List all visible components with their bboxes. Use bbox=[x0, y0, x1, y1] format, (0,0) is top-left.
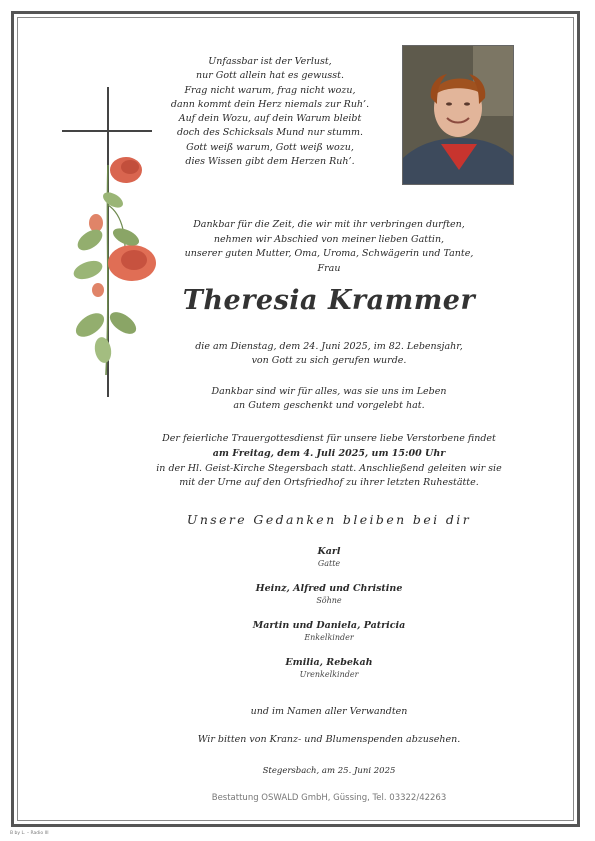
poem-line: dann kommt dein Herz niemals zur Ruh’. bbox=[170, 98, 370, 110]
member-name: Heinz, Alfred und Christine bbox=[255, 583, 403, 594]
poem bbox=[150, 55, 390, 169]
undertaker-info: Bestattung OSWALD GmbH, Güssing, Tel. 03322/42263 bbox=[211, 793, 447, 803]
intro-line: Dankbar für die Zeit, die wir mit ihr verbringen durften, bbox=[193, 219, 465, 230]
death-line: von Gott zu sich gerufen wurde. bbox=[251, 355, 407, 367]
cross-bar bbox=[62, 130, 152, 132]
family-member bbox=[200, 582, 458, 606]
donation-request: Wir bitten von Kranz- und Blumenspenden abzusehen. bbox=[197, 734, 461, 745]
family-member bbox=[200, 619, 458, 643]
funeral-service bbox=[140, 432, 518, 491]
motto: Unsere Gedanken bleiben bei dir bbox=[186, 512, 472, 527]
death-line: die am Dienstag, dem 24. Juni 2025, im 82. Lebensjahr, bbox=[195, 341, 463, 352]
member-name: Emilia, Rebekah bbox=[285, 657, 373, 668]
intro-title: Frau bbox=[317, 262, 341, 274]
deceased-name: Theresia Krammer bbox=[182, 285, 476, 316]
service-line: in der Hl. Geist-Kirche Stegersbach statt. Anschließend geleiten wir sie bbox=[156, 462, 502, 474]
member-role: Söhne bbox=[316, 596, 342, 605]
poem-line: nur Gott allein hat es gewusst. bbox=[196, 70, 344, 82]
poem-line: doch des Schicksals Mund nur stumm. bbox=[176, 127, 364, 139]
poem-line: Frag nicht warum, frag nicht wozu, bbox=[184, 84, 356, 96]
member-role: Enkelkinder bbox=[304, 633, 354, 642]
member-name: Martin und Daniela, Patricia bbox=[252, 620, 406, 631]
service-line: mit der Urne auf den Ortsfriedhof zu ihrer letzten Ruhestätte. bbox=[179, 477, 479, 489]
poem-line: Auf dein Wozu, auf dein Warum bleibt bbox=[178, 113, 362, 125]
death-notice bbox=[160, 340, 498, 369]
roses-illustration bbox=[68, 145, 168, 385]
intro-text bbox=[170, 218, 488, 276]
service-line: Der feierliche Trauergottesdienst für unsere liebe Verstorbene findet bbox=[162, 433, 496, 444]
portrait-icon bbox=[403, 46, 514, 185]
poem-line: Gott weiß warum, Gott weiß wozu, bbox=[186, 141, 354, 153]
intro-line: nehmen wir Abschied von meiner lieben Gattin, bbox=[213, 233, 445, 245]
place-date: Stegersbach, am 25. Juni 2025 bbox=[262, 766, 396, 776]
member-name: Karl bbox=[317, 546, 341, 557]
family-member bbox=[200, 656, 458, 680]
thanks-line: an Gutem geschenkt und vorgelebt hat. bbox=[233, 400, 425, 412]
member-role: Gatte bbox=[317, 559, 341, 568]
relatives-line: und im Namen aller Verwandten bbox=[250, 706, 408, 717]
service-date-time: am Freitag, dem 4. Juli 2025, um 15:00 Uhr bbox=[212, 447, 446, 459]
thanks-line: Dankbar sind wir für alles, was sie uns im Leben bbox=[211, 386, 447, 397]
intro-line: unserer guten Mutter, Oma, Uroma, Schwägerin und Tante, bbox=[184, 248, 474, 260]
footer-code: B by L. – Radio III bbox=[10, 831, 49, 836]
family-member bbox=[200, 545, 458, 569]
portrait-photo bbox=[402, 45, 514, 185]
thanks-text bbox=[160, 385, 498, 414]
member-role: Urenkelkinder bbox=[299, 670, 359, 679]
poem-line: Unfassbar ist der Verlust, bbox=[208, 56, 332, 67]
family-list bbox=[200, 545, 458, 693]
poem-line: dies Wissen gibt dem Herzen Ruh’. bbox=[185, 156, 355, 168]
